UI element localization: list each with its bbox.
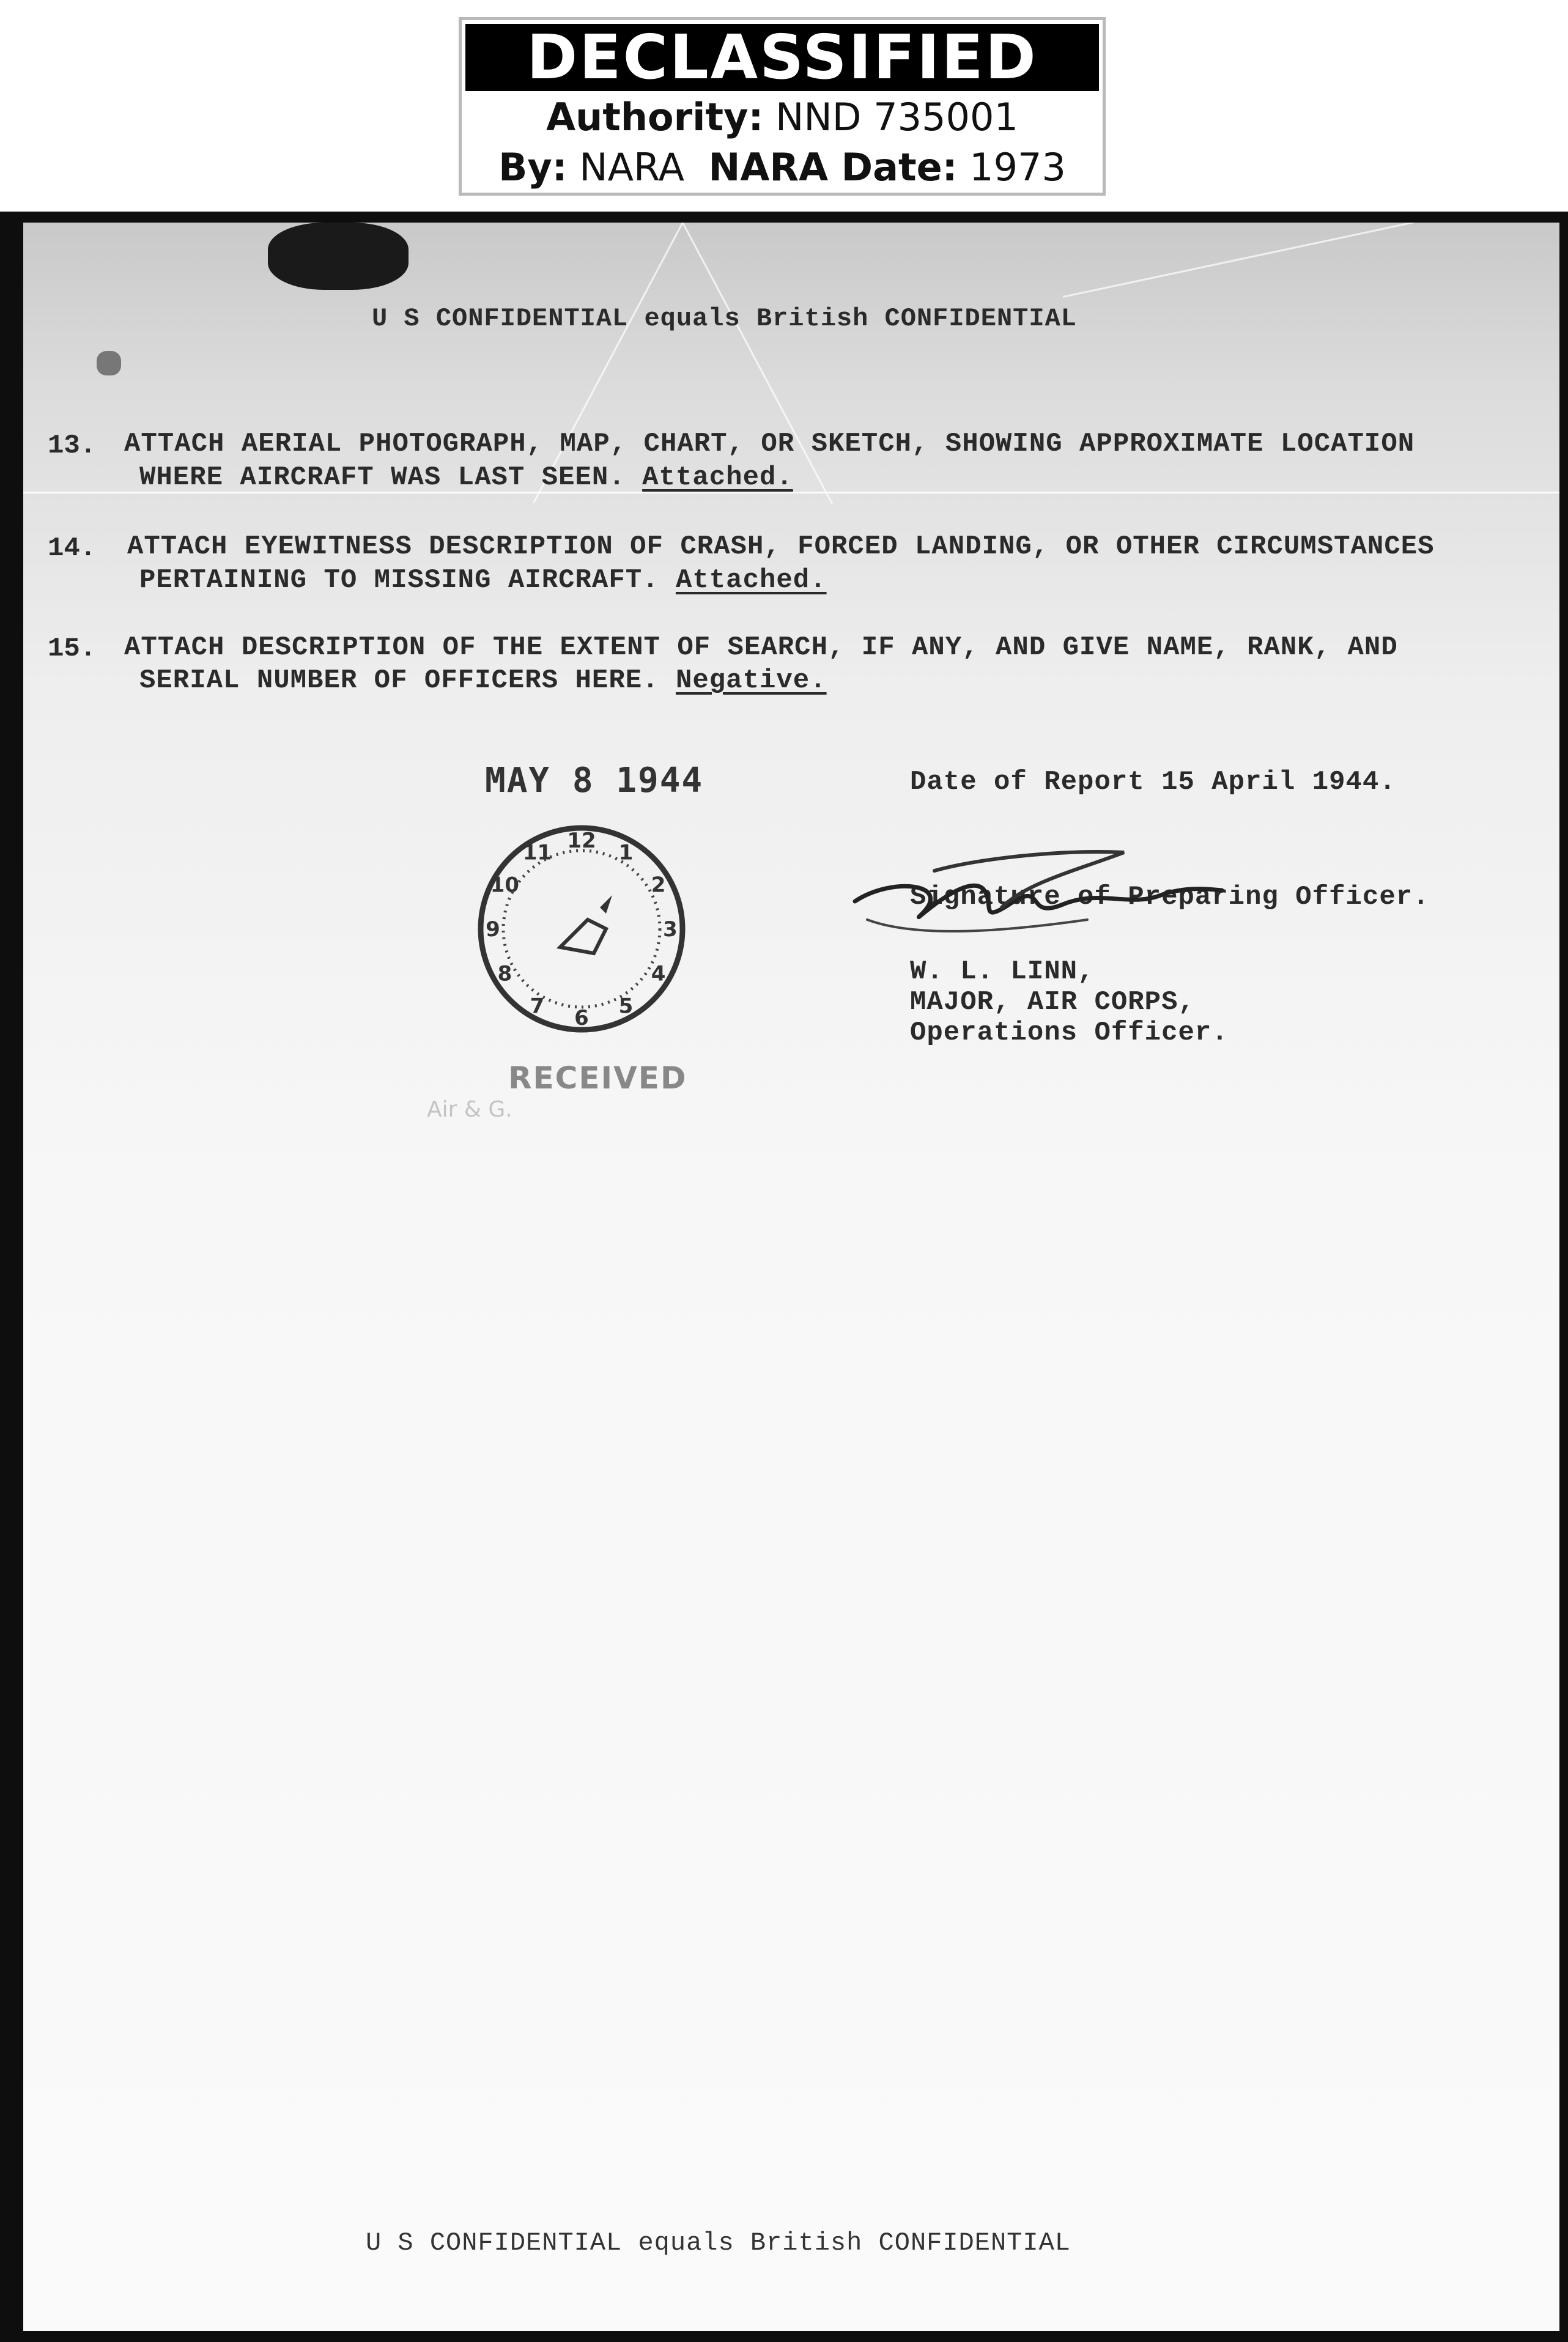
clock-number: 10: [490, 873, 520, 898]
item-15-number: 15.: [48, 634, 97, 664]
item-13-line1: ATTACH AERIAL PHOTOGRAPH, MAP, CHART, OR SKETCH, SHOWING APPROXIMATE LOCATION: [124, 429, 1415, 459]
declassified-title: DECLASSIFIED: [465, 24, 1099, 91]
officer-rank: MAJOR, AIR CORPS,: [910, 987, 1195, 1018]
item-15-answer: Negative.: [675, 665, 827, 696]
by-line: [462, 145, 1103, 190]
scanned-page: [0, 212, 1568, 2342]
by-label: By:: [498, 145, 568, 190]
signature-caption: Signature of Preparing Officer.: [910, 882, 1430, 912]
item-13-number: 13.: [48, 430, 97, 461]
clock-number: 8: [497, 961, 512, 986]
clock-number: 3: [663, 917, 678, 942]
nara-date-label: NARA Date:: [708, 145, 958, 190]
item-14-line2: [139, 564, 827, 597]
officer-name: W. L. LINN,: [910, 956, 1095, 987]
clock-number: 11: [522, 840, 552, 865]
by-value: NARA: [579, 145, 685, 190]
footer-classification: U S CONFIDENTIAL equals British CONFIDENTIAL: [366, 2228, 1071, 2258]
paper-crease: [1063, 223, 1482, 298]
item-15-line1: ATTACH DESCRIPTION OF THE EXTENT OF SEARCH, IF ANY, AND GIVE NAME, RANK, AND: [124, 632, 1398, 663]
authority-label: Authority:: [546, 95, 764, 139]
item-14-line1: ATTACH EYEWITNESS DESCRIPTION OF CRASH, FORCED LANDING, OR OTHER CIRCUMSTANCES: [127, 531, 1435, 562]
item-14-line2-text: PERTAINING TO MISSING AIRCRAFT.: [139, 565, 659, 596]
clock-number: 12: [567, 829, 596, 853]
item-14-answer: Attached.: [675, 565, 827, 596]
nara-date-value: 1973: [969, 145, 1066, 190]
ink-blot: [268, 223, 409, 290]
ink-blot: [97, 351, 121, 375]
clock-number: 6: [574, 1006, 589, 1030]
item-15-line2: [139, 664, 827, 697]
received-stamp-subtext: Air & G.: [427, 1097, 512, 1122]
item-13-line2: [139, 461, 793, 494]
clock-number: 2: [651, 873, 666, 898]
authority-value: NND 735001: [775, 95, 1018, 139]
received-date-stamp: MAY 8 1944: [485, 761, 704, 800]
date-of-report: Date of Report 15 April 1944.: [910, 767, 1396, 797]
clock-number: 1: [618, 840, 634, 865]
paper-sheet: [23, 223, 1559, 2331]
declassified-stamp: [459, 17, 1106, 196]
authority-line: [462, 95, 1103, 139]
item-13-line2-text: WHERE AIRCRAFT WAS LAST SEEN.: [139, 462, 626, 493]
clock-number: 7: [530, 994, 545, 1019]
header-classification: U S CONFIDENTIAL equals British CONFIDENTIAL: [372, 304, 1077, 333]
item-14-number: 14.: [48, 533, 97, 564]
officer-title: Operations Officer.: [910, 1018, 1229, 1048]
clock-number: 9: [486, 917, 500, 942]
item-15-line2-text: SERIAL NUMBER OF OFFICERS HERE.: [139, 665, 659, 696]
clock-stamp-icon: [475, 822, 689, 1036]
clock-number: 4: [651, 961, 666, 986]
handwritten-signature: [843, 846, 1234, 956]
clock-number: 5: [618, 994, 634, 1019]
item-13-answer: Attached.: [642, 462, 793, 493]
received-stamp: RECEIVED: [508, 1060, 687, 1096]
